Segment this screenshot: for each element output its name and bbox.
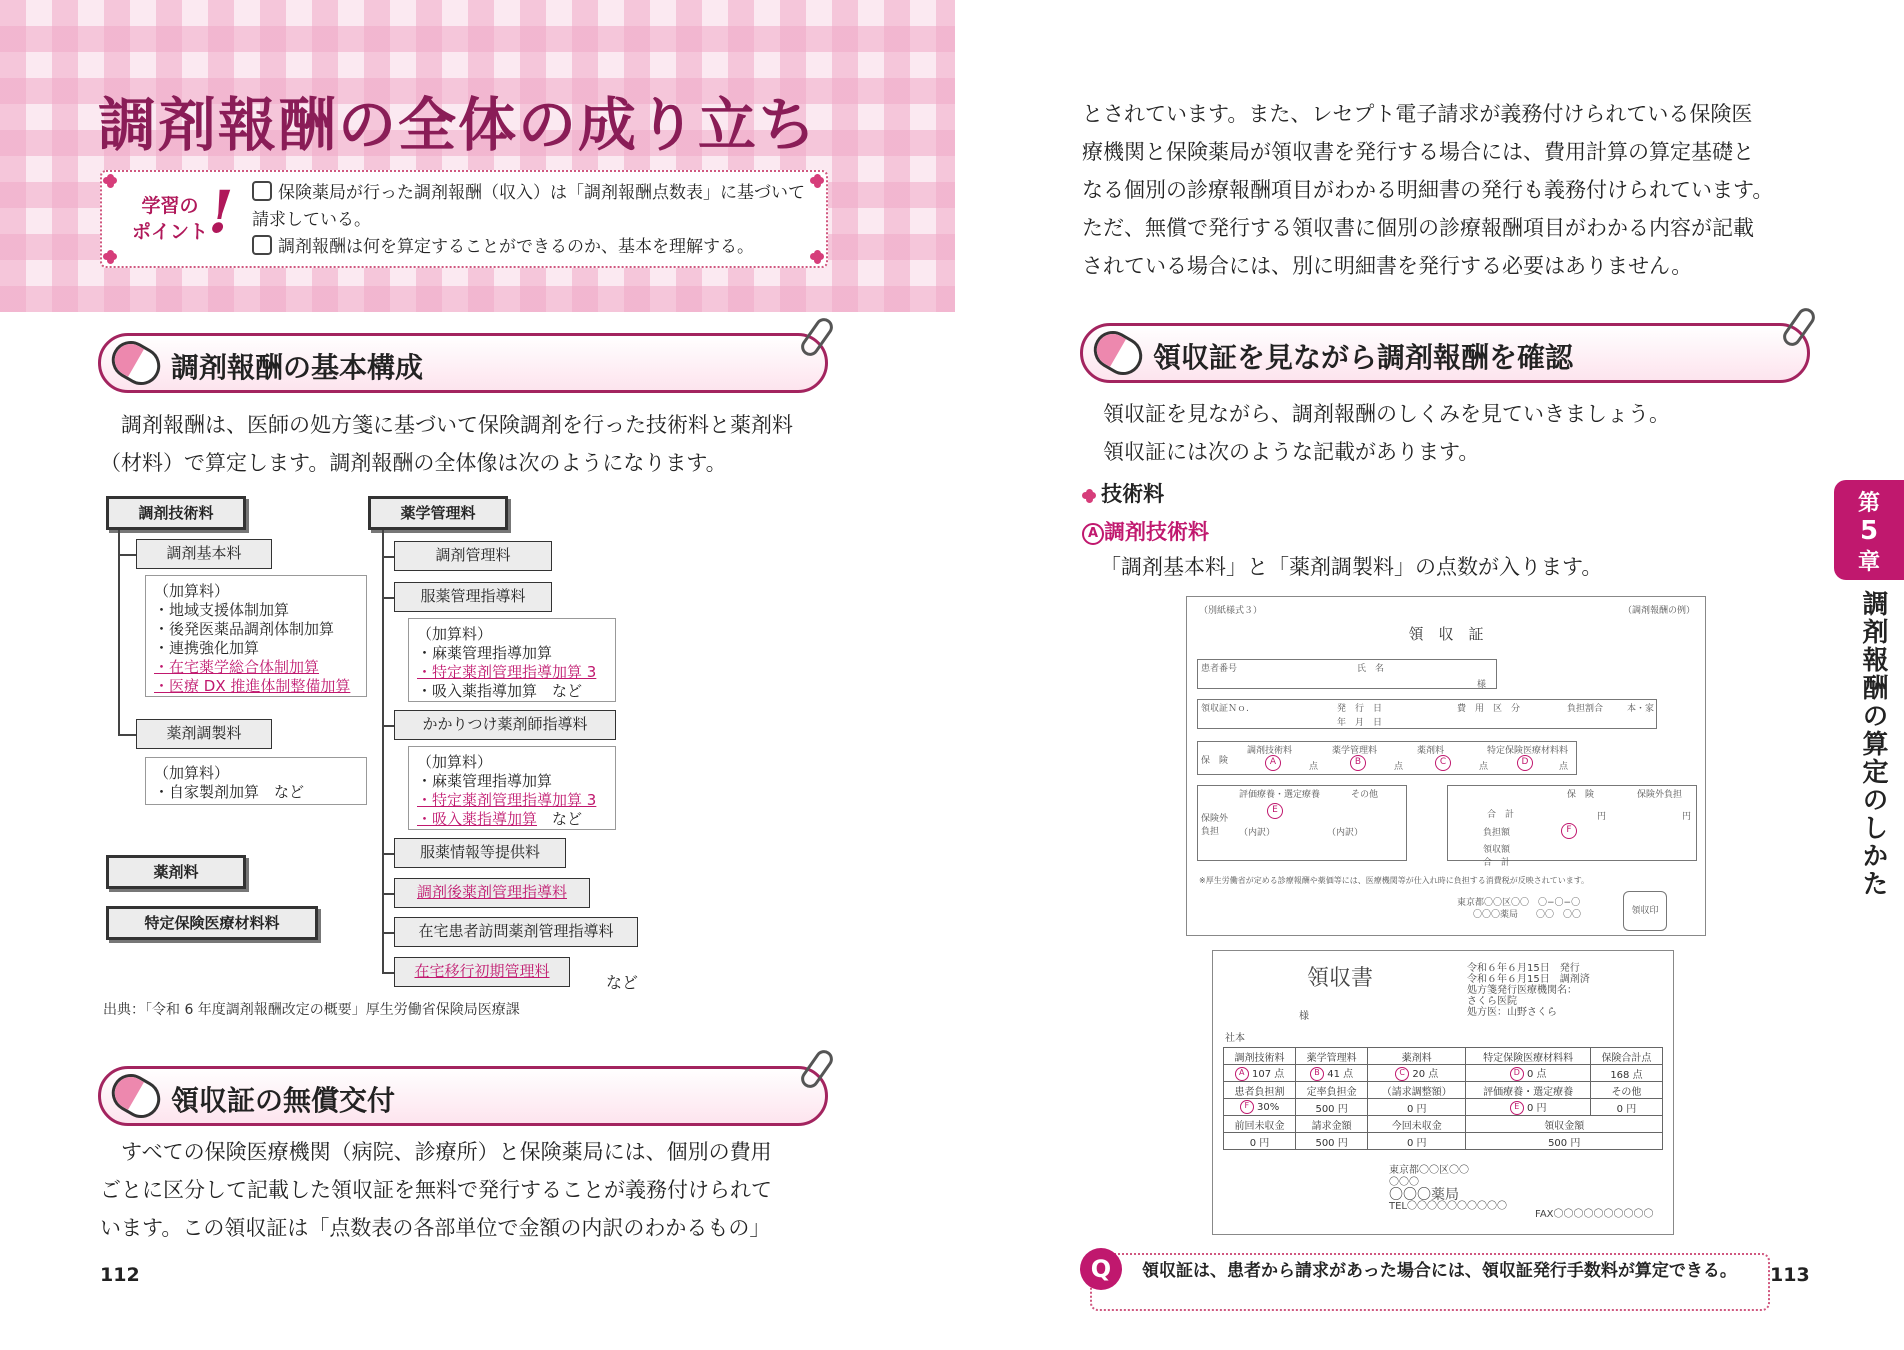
clover-icon <box>810 250 824 264</box>
connector <box>118 554 136 556</box>
clover-icon <box>1082 489 1096 503</box>
stamp-box: 領収印 <box>1623 891 1667 931</box>
receipt-form-template: （別紙様式３） （調剤報酬の例） 領 収 証 患者番号 氏 名 様 領収証Ｎｏ. 発 行 日 年 月 日 費 用 区 分 負担割合 本・家 保 険 調剤技術料 薬学管理料 薬剤料 特定保険医療材料料 A 点 B 点 C 点 D 点 保険外負担 評価療養・選定療養 その他 E （内訳） （内訳） 保 険 保険外負担 合 計 負担額 領収額合 計 F 円 円 ※厚生労働省が定める診療報酬や薬価等には、医療機関等が仕入れ時に負担する消費税が反映されています。 東京都〇〇区〇〇 〇−〇−〇 〇〇〇薬局 〇〇 〇〇 領収印 <box>1186 596 1706 936</box>
kakaritsuke-addition-box: （加算料） ・麻薬管理指導加算 ・特定薬剤管理指導加算 3 ・吸入薬指導加算 など <box>408 746 616 830</box>
question-icon: Q <box>1080 1248 1122 1290</box>
circled-d-icon: D <box>1517 755 1533 771</box>
page-number-left: 112 <box>100 1264 140 1286</box>
clover-icon <box>810 174 824 188</box>
node-iko: 在宅移行初期管理料 <box>394 957 570 987</box>
section-heading-basic-structure: 調剤報酬の基本構成 <box>98 333 828 393</box>
checkbox-icon <box>252 181 272 201</box>
section-heading-free-receipt: 領収証の無償交付 <box>98 1066 828 1126</box>
node-yakuzai: 薬剤料 <box>106 855 246 889</box>
connector <box>118 530 120 734</box>
circled-e-icon: E <box>1267 803 1283 819</box>
exclamation-mark: ! <box>208 178 234 246</box>
connector <box>382 556 394 558</box>
node-kanri: 調剤管理料 <box>394 541 552 571</box>
circled-d-icon: D <box>1510 1067 1524 1081</box>
receipt-intro-paragraph: 領収証を見ながら、調剤報酬のしくみを見ていきましょう。 領収証には次のような記載があります。 <box>1082 402 1670 464</box>
circled-b-icon: B <box>1350 755 1366 771</box>
chapter-tab: 第 5 章 <box>1834 480 1904 580</box>
learning-point-list: 保険薬局が行った調剤報酬（収入）は「調剤報酬点数表」に基づいて請求している。 調剤報酬は何を算定することができるのか、基本を理解する。 <box>252 183 805 257</box>
circled-a-icon: A <box>1265 755 1281 771</box>
capsule-icon <box>1087 324 1149 382</box>
chapter-title-vertical: 調剤報酬の算定のしかた <box>1858 590 1888 898</box>
source-caption: 出典：「令和 6 年度調剤報酬改定の概要」厚生労働省保険局医療課 <box>103 1002 520 1018</box>
node-tokutei: 特定保険医療材料料 <box>106 906 318 940</box>
node-fukuyaku: 服薬管理指導料 <box>394 582 552 612</box>
node-joho: 服薬情報等提供料 <box>394 838 566 868</box>
section-heading-receipt-check: 領収証を見ながら調剤報酬を確認 <box>1080 323 1810 383</box>
connector <box>382 597 394 599</box>
node-kakaritsuke: かかりつけ薬剤師指導料 <box>394 710 616 740</box>
fukuyaku-addition-box: （加算料） ・麻薬管理指導加算 ・特定薬剤管理指導加算 3 ・吸入薬指導加算 など <box>408 618 616 702</box>
circled-f-icon: F <box>1561 823 1577 839</box>
node-kihon: 調剤基本料 <box>136 539 272 569</box>
quiz-text: 領収証は、患者から請求があった場合には、領収証発行手数料が算定できる。 <box>1142 1261 1737 1281</box>
continued-paragraph: とされています。また、レセプト電子請求が義務付けられている保険医 療機関と保険薬局が領収書を発行する場合には、費用計算の算定基礎と なる個別の診療報酬項目がわかる明細書の発行も義務付けられています。 ただ、無償で発行する領収書に個別の診療報酬項目がわかる内容が記載 されている場合には、別に明細書を発行する必要はありません。 <box>1082 102 1774 278</box>
receipt-table: 調剤技術料 薬学管理料 薬剤料 特定保険医療材料料 保険合計点 A 107 点 B 41 点 C 20 点 D 0 点 168 点 患者負担割 定率負担金 （請求調整額） 評価療養・選定療養 その他 F 30% 500 円 0 円 E 0 円 0 円 前回未収金 請求金額 今回未収金 領収金額 0 円 500 円 0 円 500 円 <box>1223 1047 1663 1150</box>
heading-chozai-gijutsu: A 調剤技術料 <box>1082 516 1209 546</box>
clover-icon <box>103 250 117 264</box>
capsule-icon <box>105 334 167 392</box>
form-cell <box>1197 659 1497 689</box>
circled-f-icon: F <box>1240 1100 1254 1114</box>
free-receipt-paragraph: すべての保険医療機関（病院、診療所）と保険薬局には、個別の費用 ごとに区分して記載した領収証を無料で発行することが義務付けられて います。この領収証は「点数表の各部単位で金額の内訳のわかるもの」 <box>100 1140 772 1240</box>
circled-c-icon: C <box>1395 1067 1409 1081</box>
gijutsu-description: 「調剤基本料」と「薬剤調製料」の点数が入ります。 <box>1100 555 1603 579</box>
connector <box>382 932 394 934</box>
node-zaitaku: 在宅患者訪問薬剤管理指導料 <box>394 917 638 947</box>
intro-paragraph: 調剤報酬は、医師の処方箋に基づいて保険調剤を行った技術料と薬剤料 （材料）で算定します。調剤報酬の全体像は次のようになります。 <box>100 413 793 475</box>
heading-gijutsu: 技術料 <box>1082 478 1164 508</box>
node-yakugaku: 薬学管理料 <box>368 496 508 530</box>
node-chozai: 薬剤調製料 <box>136 719 272 749</box>
tree-nado: など <box>606 973 639 992</box>
circled-a-icon: A <box>1235 1067 1249 1081</box>
connector <box>382 893 394 895</box>
node-chogo: 調剤後薬剤管理指導料 <box>394 878 590 908</box>
connector <box>382 853 394 855</box>
pharmacy-address: 東京都〇〇区〇〇 〇〇〇 〇〇〇薬局 TEL〇〇〇〇〇〇〇〇〇〇 <box>1389 1165 1507 1212</box>
circled-b-icon: B <box>1310 1067 1324 1081</box>
kihon-addition-box: （加算料） ・地域支援体制加算 ・後発医薬品調剤体制加算 ・連携強化加算 ・在宅薬学総合体制加算 ・医療 DX 推進体制整備加算 <box>145 575 367 697</box>
node-chozai-gijutsu: 調剤技術料 <box>106 496 246 530</box>
connector <box>118 734 136 736</box>
receipt-details: 令和６年６月15日 発行 令和６年６月15日 調剤済 処方箋発行医療機関名： さくら医院 処方医：山野さくら <box>1467 963 1590 1018</box>
circled-a-icon: A <box>1082 523 1104 545</box>
learning-point-label: 学習の ポイント <box>131 195 208 243</box>
clover-icon <box>103 174 117 188</box>
circled-c-icon: C <box>1435 755 1451 771</box>
receipt-example: 領収書 令和６年６月15日 発行 令和６年６月15日 調剤済 処方箋発行医療機関名： さくら医院 処方医：山野さくら 様 社本 調剤技術料 薬学管理料 薬剤料 特定保険医療材料料 保険合計点 A 107 点 B 41 点 C 20 点 D 0 点 168 点 患者負担割 定率負担金 （請求調整額） 評価療養・選定療養 その他 F 30% 500 円 0 円 E 0 円 0 円 前回未収金 請求金額 今回未収金 領収金額 0 円 500 円 0 円 500 円 東京都〇〇区〇〇 〇〇〇 〇〇〇薬局 TEL〇〇〇〇〇〇〇〇〇〇 FAX〇〇〇〇〇〇〇〇〇〇 <box>1212 950 1674 1235</box>
page-title: 調剤報酬の全体の成り立ち <box>98 91 819 159</box>
connector <box>382 972 394 974</box>
circled-e-icon: E <box>1510 1101 1524 1115</box>
chozai-addition-box: （加算料） ・自家製剤加算 など <box>145 757 367 805</box>
connector <box>382 725 394 727</box>
checkbox-icon <box>252 235 272 255</box>
capsule-icon <box>105 1067 167 1125</box>
page-number-right: 113 <box>1770 1264 1810 1286</box>
